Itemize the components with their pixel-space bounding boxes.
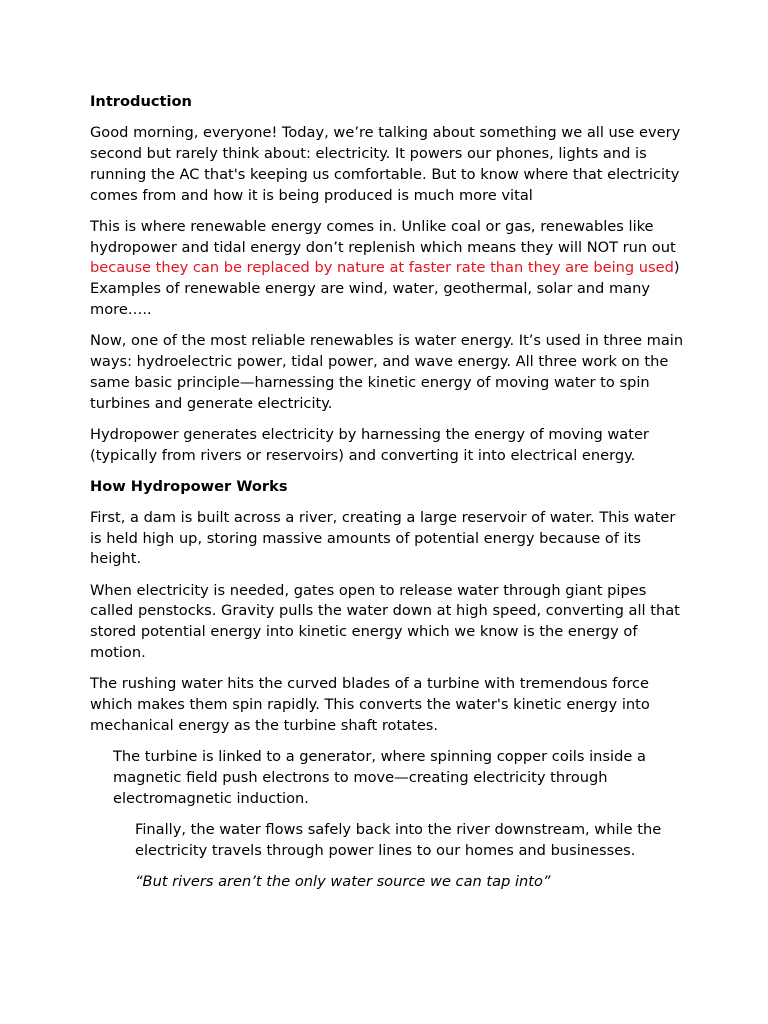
intro-heading: Introduction xyxy=(90,93,192,110)
water-energy-paragraph: Now, one of the most reliable renewables is water energy. It’s used in three main ways: hydroelectric power, tidal power, and wave energy. All three work on the same basic principle—harnessing the kinetic energy of moving water to spin turbines and generate electricity. xyxy=(90,332,684,412)
renewable-text-before: This is where renewable energy comes in. Unlike coal or gas, renewables like hydropower and tidal energy don’t replenish which means they will NOT run out xyxy=(90,217,676,256)
dam-paragraph: First, a dam is built across a river, creating a large reservoir of water. This water is held high up, storing massive amounts of potential energy because of its height. xyxy=(90,508,676,568)
how-hydropower-works-heading: How Hydropower Works xyxy=(90,477,288,495)
renewable-paragraph xyxy=(90,217,688,321)
generator-paragraph: The turbine is linked to a generator, where spinning copper coils inside a magnetic field push electrons to move—creating electricity through electromagnetic induction. xyxy=(113,748,646,807)
transition-quote: “But rivers aren’t the only water source we can tap into” xyxy=(135,872,551,890)
intro-paragraph: Good morning, everyone! Today, we’re talking about something we all use every second but rarely think about: electricity. It powers our phones, lights and is running the AC that's keeping us comfortable. But to know where that electricity comes from and how it is being produced is much more vital xyxy=(90,124,681,204)
renewable-text-after: ) Examples of renewable energy are wind, water, geothermal, solar and many more….. xyxy=(90,259,680,318)
hydropower-definition-paragraph: Hydropower generates electricity by harnessing the energy of moving water (typically from rivers or reservoirs) and converting it into electrical energy. xyxy=(90,425,649,464)
renewable-highlight-text: because they can be replaced by nature at faster rate than they are being used xyxy=(90,259,674,277)
turbine-paragraph: The rushing water hits the curved blades of a turbine with tremendous force which makes them spin rapidly. This converts the water's kinetic energy into mechanical energy as the turbine shaft rotates. xyxy=(90,675,650,734)
downstream-paragraph: Finally, the water flows safely back into the river downstream, while the electricity travels through power lines to our homes and businesses. xyxy=(135,820,662,859)
penstocks-paragraph: When electricity is needed, gates open to release water through giant pipes called penstocks. Gravity pulls the water down at high speed, converting all that stored potential energy into kinetic energy which we know is the energy of motion. xyxy=(90,581,680,662)
